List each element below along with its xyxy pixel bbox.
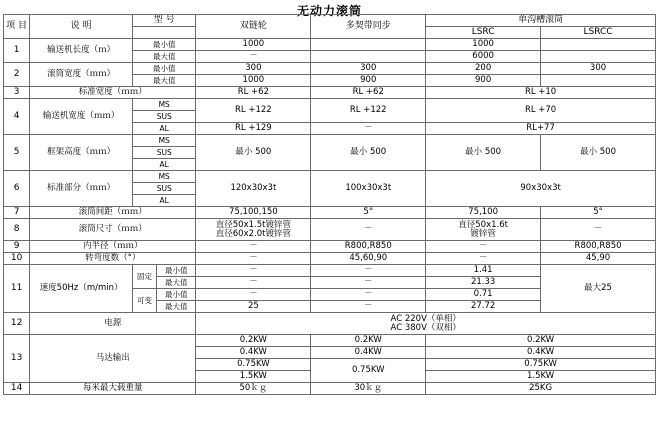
table-row bbox=[4, 383, 656, 395]
cell: 0.4KW bbox=[196, 347, 311, 359]
row-desc: 电源 bbox=[30, 313, 196, 335]
row-no: 9 bbox=[4, 241, 30, 253]
cell bbox=[541, 75, 656, 87]
row-sub-label: MS bbox=[132, 171, 195, 183]
cell: RL +70 bbox=[426, 99, 656, 123]
cell: 1.5KW bbox=[196, 371, 311, 383]
cell: － bbox=[196, 241, 311, 253]
cell: 30ｋｇ bbox=[311, 383, 426, 395]
header-group-double-sprocket: 双链轮 bbox=[196, 15, 311, 39]
cell: 120x30x3t bbox=[196, 171, 311, 207]
table-row bbox=[4, 135, 656, 147]
cell: 0.4KW bbox=[426, 347, 656, 359]
table-row bbox=[4, 241, 656, 253]
row-no: 12 bbox=[4, 313, 30, 335]
table-row bbox=[4, 39, 656, 51]
table-row bbox=[4, 99, 656, 111]
header-item-label: 项 目 bbox=[4, 15, 30, 39]
row-sub-label: SUS bbox=[132, 147, 195, 159]
cell: － bbox=[426, 253, 541, 265]
cell: 50ｋｇ bbox=[196, 383, 311, 395]
cell: RL +129 bbox=[196, 123, 311, 135]
cell: 5° bbox=[541, 207, 656, 219]
table-header-row bbox=[4, 15, 656, 27]
table-row bbox=[4, 265, 656, 277]
cell: 75,100 bbox=[426, 207, 541, 219]
cell: － bbox=[311, 265, 426, 277]
row-sub-label: AL bbox=[132, 195, 195, 207]
row-no: 2 bbox=[4, 63, 30, 87]
cell: 最小 500 bbox=[426, 135, 541, 171]
row-sub-label: AL bbox=[132, 159, 195, 171]
cell: － bbox=[311, 301, 426, 313]
row-no: 5 bbox=[4, 135, 30, 171]
row-desc: 内半径（ｍｍ） bbox=[30, 241, 196, 253]
row-sub-label: 最小值 bbox=[132, 39, 195, 51]
specification-table bbox=[3, 14, 656, 395]
cell: 最小 500 bbox=[311, 135, 426, 171]
row-no: 7 bbox=[4, 207, 30, 219]
table-row bbox=[4, 63, 656, 75]
cell: 1000 bbox=[426, 39, 541, 51]
cell: 27.72 bbox=[426, 301, 541, 313]
row-desc: 转弯度数（°） bbox=[30, 253, 196, 265]
cell: 0.4KW bbox=[311, 347, 426, 359]
cell: － bbox=[426, 241, 541, 253]
cell: RL+77 bbox=[426, 123, 656, 135]
cell: 0.75KW bbox=[311, 359, 426, 383]
cell: 5° bbox=[311, 207, 426, 219]
cell: 75,100,150 bbox=[196, 207, 311, 219]
cell: 0.75KW bbox=[426, 359, 656, 371]
cell bbox=[541, 51, 656, 63]
cell: 300 bbox=[311, 63, 426, 75]
cell bbox=[311, 51, 426, 63]
header-model-label: 型 号 bbox=[132, 15, 195, 27]
cell: R800,R850 bbox=[541, 241, 656, 253]
cell: 0.2KW bbox=[196, 335, 311, 347]
row-desc: 输送机长度（ｍ） bbox=[30, 39, 133, 63]
cell: 300 bbox=[541, 63, 656, 75]
row-no: 6 bbox=[4, 171, 30, 207]
row-desc: 滚筒间距（ｍｍ） bbox=[30, 207, 196, 219]
page-title: 无动力滚筒 bbox=[296, 4, 362, 18]
cell: AC 220V（单相） AC 380V（双相） bbox=[196, 313, 656, 335]
table-row bbox=[4, 87, 656, 99]
cell: 900 bbox=[311, 75, 426, 87]
cell: 1.5KW bbox=[426, 371, 656, 383]
cell: － bbox=[311, 289, 426, 301]
header-model-spacer bbox=[132, 27, 195, 39]
row-no: 8 bbox=[4, 219, 30, 241]
table-row bbox=[4, 313, 656, 335]
cell: 90x30x3t bbox=[426, 171, 656, 207]
cell: 25 bbox=[196, 301, 311, 313]
cell: R800,R850 bbox=[311, 241, 426, 253]
row-desc: 标准宽度（ｍｍ） bbox=[30, 87, 196, 99]
row-sub-label: MS bbox=[132, 135, 195, 147]
cell: 直径50x1.5t镀锌管 直径60x2.0t镀锌管 bbox=[196, 219, 311, 241]
cell: 最小 500 bbox=[196, 135, 311, 171]
header-desc-label: 说 明 bbox=[30, 15, 133, 39]
row-desc: 滚筒尺寸（ｍｍ） bbox=[30, 219, 196, 241]
header-sub-lsrcc: LSRCC bbox=[541, 27, 656, 39]
cell: 0.2KW bbox=[311, 335, 426, 347]
row-sub-label: 最小值 bbox=[157, 265, 196, 277]
row-no: 13 bbox=[4, 335, 30, 383]
cell: 300 bbox=[196, 63, 311, 75]
cell: RL +10 bbox=[426, 87, 656, 99]
row-no: 4 bbox=[4, 99, 30, 135]
row-desc: 标准部分（ｍｍ） bbox=[30, 171, 133, 207]
cell: 0.71 bbox=[426, 289, 541, 301]
cell: 0.75KW bbox=[196, 359, 311, 371]
row-desc: 速度50Hz（m/min） bbox=[30, 265, 133, 313]
cell: 直径50x1.6t 镀锌管 bbox=[426, 219, 541, 241]
cell: － bbox=[196, 289, 311, 301]
cell: － bbox=[311, 219, 426, 241]
row-sub-label: SUS bbox=[132, 183, 195, 195]
row-sub-label: 最大值 bbox=[132, 75, 195, 87]
cell: － bbox=[311, 277, 426, 289]
cell: 100x30x3t bbox=[311, 171, 426, 207]
cell: － bbox=[196, 253, 311, 265]
row-desc: 马达输出 bbox=[30, 335, 196, 383]
cell: 1000 bbox=[196, 39, 311, 51]
cell: 45,60,90 bbox=[311, 253, 426, 265]
cell: 1000 bbox=[196, 75, 311, 87]
row-no: 11 bbox=[4, 265, 30, 313]
cell: 200 bbox=[426, 63, 541, 75]
cell: － bbox=[196, 265, 311, 277]
row-no: 1 bbox=[4, 39, 30, 63]
row-no: 14 bbox=[4, 383, 30, 395]
cell: RL +122 bbox=[311, 99, 426, 123]
header-group-single-groove: 单沟槽滚筒 bbox=[426, 15, 656, 27]
row-desc: 框架高度（ｍｍ） bbox=[30, 135, 133, 171]
cell: 6000 bbox=[426, 51, 541, 63]
header-group-poly-v-belt: 多契带同步 bbox=[311, 15, 426, 39]
cell: － bbox=[541, 219, 656, 241]
cell: 25KG bbox=[426, 383, 656, 395]
cell bbox=[541, 39, 656, 51]
row-sub-label: 最大值 bbox=[157, 301, 196, 313]
row-desc: 滚筒宽度（ｍｍ） bbox=[30, 63, 133, 87]
row-no: 10 bbox=[4, 253, 30, 265]
cell bbox=[311, 39, 426, 51]
header-sub-lsrc: LSRC bbox=[426, 27, 541, 39]
cell: 900 bbox=[426, 75, 541, 87]
cell: 最大25 bbox=[541, 265, 656, 313]
row-desc: 输送机宽度（ｍｍ） bbox=[30, 99, 133, 135]
row-sub-label: 最小值 bbox=[132, 63, 195, 75]
row-sub-group-fixed: 固定 bbox=[132, 265, 156, 289]
cell: － bbox=[196, 51, 311, 63]
row-sub-label: AL bbox=[132, 123, 195, 135]
table-row bbox=[4, 219, 656, 241]
row-sub-label: MS bbox=[132, 99, 195, 111]
row-sub-label: 最小值 bbox=[157, 289, 196, 301]
cell: RL +122 bbox=[196, 99, 311, 123]
row-sub-label: 最大值 bbox=[132, 51, 195, 63]
cell: 21.33 bbox=[426, 277, 541, 289]
row-no: 3 bbox=[4, 87, 30, 99]
row-desc: 每米最大载重量 bbox=[30, 383, 196, 395]
cell: RL +62 bbox=[196, 87, 311, 99]
table-row bbox=[4, 171, 656, 183]
cell: 最小 500 bbox=[541, 135, 656, 171]
cell: － bbox=[311, 123, 426, 135]
row-sub-group-variable: 可变 bbox=[132, 289, 156, 313]
row-sub-label: 最大值 bbox=[157, 277, 196, 289]
table-row bbox=[4, 253, 656, 265]
table-row bbox=[4, 335, 656, 347]
table-row bbox=[4, 207, 656, 219]
cell: 1.41 bbox=[426, 265, 541, 277]
row-sub-label: SUS bbox=[132, 111, 195, 123]
cell: RL +62 bbox=[311, 87, 426, 99]
cell: － bbox=[196, 277, 311, 289]
cell: 45,90 bbox=[541, 253, 656, 265]
cell: 0.2KW bbox=[426, 335, 656, 347]
